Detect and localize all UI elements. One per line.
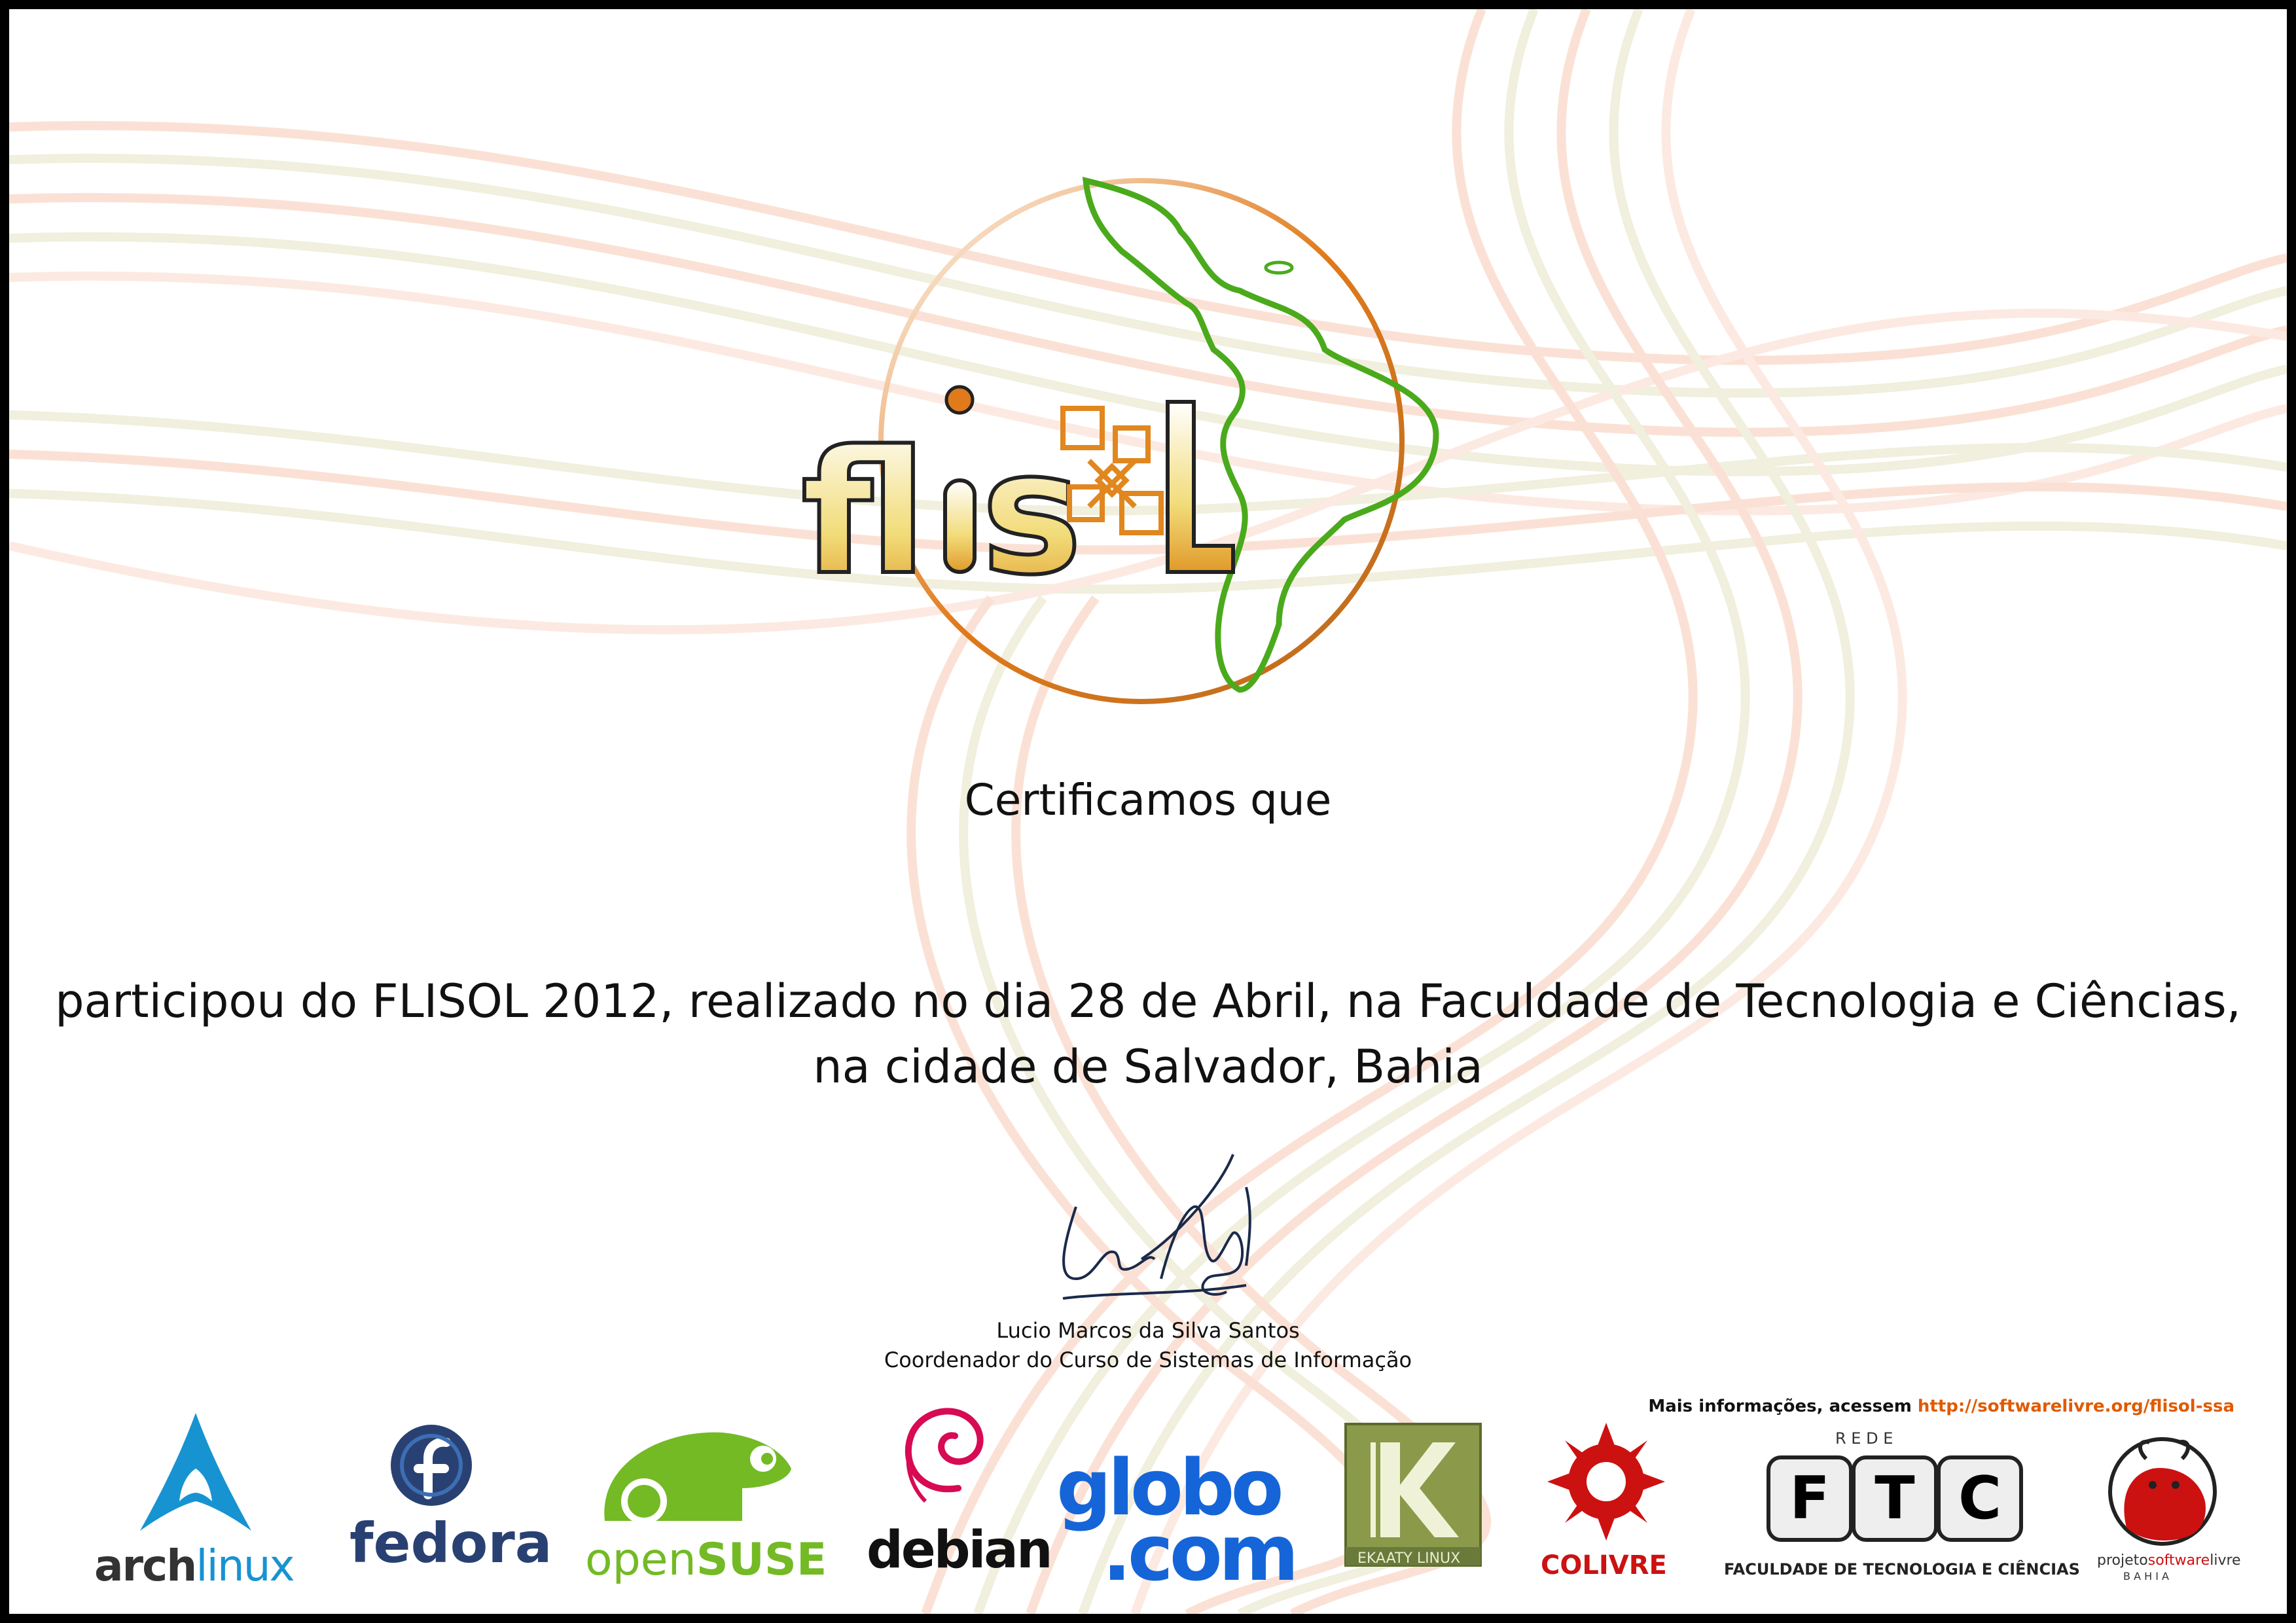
fedora-label: fedora (350, 1511, 552, 1575)
opensuse-chameleon-icon (592, 1423, 801, 1527)
psl-label-c: livre (2210, 1552, 2241, 1569)
psl-bahia-logo (2090, 1429, 2241, 1593)
signer-name: Lucio Marcos da Silva Santos (996, 1318, 1300, 1343)
i-dot-icon (946, 387, 973, 413)
more-info (1648, 1397, 2234, 1416)
ftc-letter-box-f (1767, 1455, 1853, 1542)
archlinux-logo (88, 1410, 304, 1593)
certificate-heading: Certificamos que (964, 775, 1332, 825)
signer-title: Coordenador do Curso de Sistemas de Informação (884, 1347, 1412, 1372)
arch-label-a: arch (94, 1541, 196, 1591)
handwritten-signature (1050, 1148, 1266, 1311)
opensuse-label-b: SUSE (696, 1534, 827, 1586)
fedora-logo (336, 1423, 552, 1593)
debian-logo (860, 1390, 1051, 1593)
latin-america-outline (1086, 181, 1436, 690)
arch-icon (134, 1410, 258, 1534)
more-info-link[interactable]: http://softwarelivre.org/flisol-ssa (1917, 1397, 2234, 1416)
svg-text:s: s (981, 415, 1083, 613)
more-info-prefix: Mais informações, acessem (1648, 1397, 1912, 1416)
ftc-letter-box-t (1852, 1455, 1938, 1542)
ekaaty-k-icon (1344, 1423, 1482, 1567)
debian-label: debian (867, 1521, 1051, 1580)
ftc-logo (1724, 1429, 2080, 1593)
psl-label-d: B A H I A (2123, 1570, 2169, 1582)
arch-label-b: linux (196, 1541, 294, 1591)
psl-label-a: projeto (2097, 1552, 2148, 1569)
psl-label-b: software (2147, 1552, 2210, 1569)
ekaaty-logo (1344, 1423, 1482, 1593)
certificate-body-line-1: participou do FLISOL 2012, realizado no dia 28 de Abril, na Faculdade de Tecnologia e Ciências, (55, 974, 2241, 1028)
ftc-letter-t: T (1874, 1464, 1915, 1533)
ftc-rede-label: R E D E (1835, 1429, 1893, 1448)
opensuse-logo (579, 1423, 827, 1593)
globo-logo (1056, 1442, 1305, 1598)
certificate-page (9, 9, 2287, 1614)
colivre-label: COLIVRE (1541, 1550, 1667, 1580)
fedora-icon (389, 1423, 474, 1508)
certificate-body-line-2: na cidade de Salvador, Bahia (813, 1040, 1483, 1094)
ftc-sub-label: FACULDADE DE TECNOLOGIA E CIÊNCIAS (1724, 1560, 2080, 1578)
debian-swirl-icon (886, 1390, 997, 1514)
ftc-letter-f: F (1789, 1464, 1830, 1533)
ftc-letter-box-c (1937, 1455, 2023, 1542)
flisol-logo (781, 153, 1515, 729)
ftc-letter-c: C (1958, 1464, 2002, 1533)
svg-text:fl: fl (801, 415, 927, 613)
i-stem (945, 480, 975, 572)
ekaaty-label: EKAATY LINUX (1357, 1550, 1461, 1567)
globo-label-1: globo (1056, 1442, 1280, 1533)
globo-label-2: .com (1102, 1508, 1295, 1598)
colivre-logo (1534, 1423, 1678, 1593)
colivre-sun-icon (1547, 1423, 1665, 1541)
globe-ring (881, 181, 1402, 702)
psl-bull-icon (2100, 1429, 2225, 1547)
opensuse-label-a: open (585, 1534, 696, 1586)
